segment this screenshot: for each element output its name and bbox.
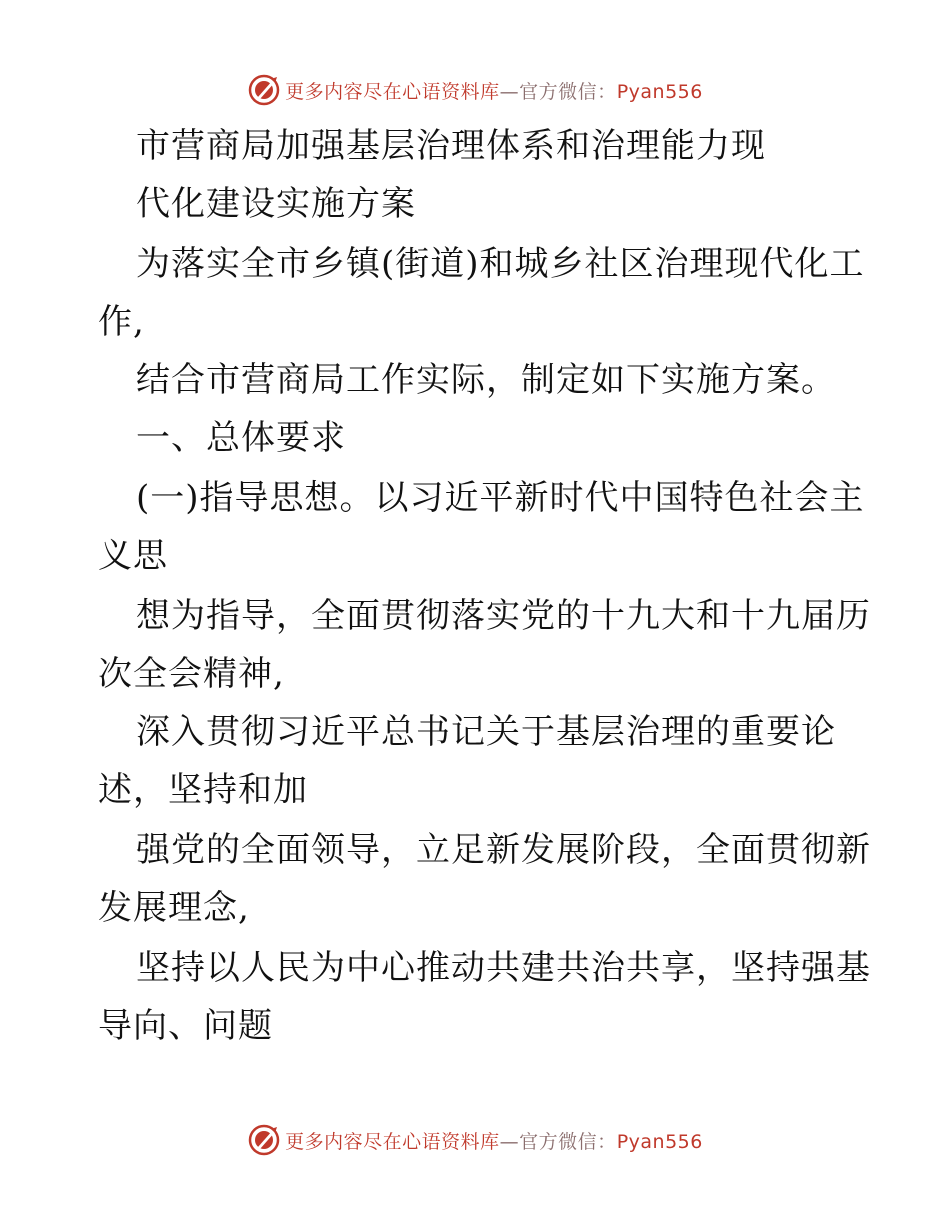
- paragraph-line: 义思: [98, 536, 168, 576]
- watermark-wechat-id: Pyan556: [616, 1130, 703, 1153]
- seal-logo-icon: [247, 1123, 281, 1157]
- paragraph-line: 为落实全市乡镇(街道)和城乡社区治理现代化工: [136, 244, 865, 284]
- watermark-wechat-label: 官方微信：: [519, 80, 617, 103]
- title-line-2: 代化建设实施方案: [136, 184, 416, 224]
- watermark-text: [285, 77, 703, 104]
- seal-logo-icon: [247, 73, 281, 107]
- paragraph-line: 作,: [98, 302, 145, 342]
- watermark-separator: —: [499, 80, 520, 103]
- footer-watermark: [0, 1120, 950, 1160]
- watermark-wechat-label: 官方微信：: [519, 1130, 617, 1153]
- paragraph-line: 述，坚持和加: [98, 770, 308, 810]
- watermark-brand: 更多内容尽在心语资料库: [285, 80, 500, 103]
- paragraph-line: 强党的全面领导，立足新发展阶段，全面贯彻新: [136, 830, 871, 870]
- paragraph-line: 结合市营商局工作实际，制定如下实施方案。: [136, 360, 836, 400]
- title-line-1: 市营商局加强基层治理体系和治理能力现: [136, 126, 766, 166]
- paragraph-line: 深入贯彻习近平总书记关于基层治理的重要论: [136, 712, 836, 752]
- paragraph-line: 发展理念,: [98, 888, 250, 928]
- paragraph-line: 坚持以人民为中心推动共建共治共享，坚持强基: [136, 948, 871, 988]
- watermark-text: [285, 1127, 703, 1154]
- watermark-wechat-id: Pyan556: [616, 80, 703, 103]
- paragraph-line: 想为指导，全面贯彻落实党的十九大和十九届历: [136, 596, 871, 636]
- header-watermark: [0, 70, 950, 110]
- watermark-brand: 更多内容尽在心语资料库: [285, 1130, 500, 1153]
- paragraph-line: (一)指导思想。以习近平新时代中国特色社会主: [136, 478, 865, 518]
- paragraph-line: 次全会精神,: [98, 654, 285, 694]
- watermark-separator: —: [499, 1130, 520, 1153]
- section-heading: 一、总体要求: [136, 418, 346, 458]
- paragraph-line: 导向、问题: [98, 1006, 273, 1046]
